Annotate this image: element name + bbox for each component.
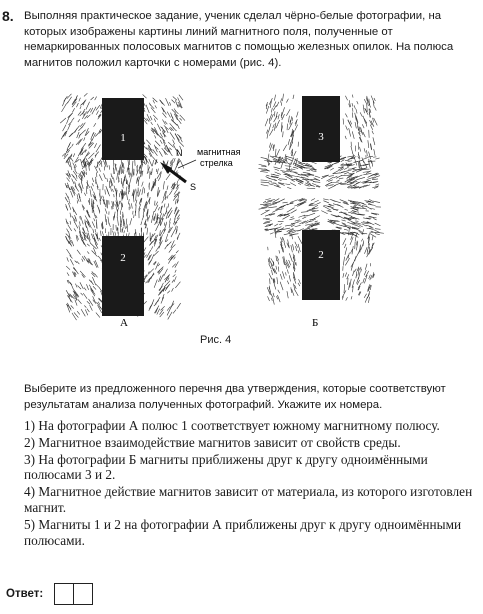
intro-text: Выполняя практическое задание, ученик сделал чёрно-белые фотографии, на которых изображены картины линий магнитного поля, полученные от немаркированных полосовых магнитов с помощью железных опилок. На полюса магнитов положил карточки с номерами (рис. 4).	[24, 10, 454, 69]
option-4: 4) Магнитное действие магнитов зависит от материала, из которого изготовлен магнит.	[24, 484, 473, 515]
label-a: А	[120, 317, 128, 329]
figure-caption: Рис. 4	[200, 334, 232, 346]
label-b: Б	[312, 317, 319, 329]
pole-n: N	[176, 148, 183, 158]
magnet-a1	[102, 98, 144, 160]
task-text: Выберите из предложенного перечня два утверждения, которые соответствуют результатам анализа полученных фотографий. Укажите их номера.	[24, 383, 446, 411]
pole-s: S	[190, 182, 197, 192]
question-number: 8.	[2, 8, 14, 24]
magnet-b2-label: 2	[318, 249, 324, 261]
compass-label-1: магнитная	[197, 147, 241, 157]
figure-4	[0, 88, 483, 368]
option-3: 3) На фотографии Б магниты приближены друг к другу одноимёнными полюсами 3 и 2.	[24, 451, 428, 483]
magnet-a1-label: 1	[120, 132, 126, 144]
option-2: 2) Магнитное взаимодействие магнитов зависит от свойств среды.	[24, 434, 401, 450]
answer-box-2[interactable]	[73, 583, 93, 605]
options-list	[24, 418, 476, 549]
option-1: 1) На фотографии А полюс 1 соответствует южному магнитному полюсу.	[24, 418, 440, 433]
compass-label-2: стрелка	[200, 158, 233, 168]
answer-box-1[interactable]	[54, 583, 74, 605]
magnet-b2	[302, 230, 340, 300]
magnet-b3	[302, 96, 340, 162]
magnet-a2-label: 2	[120, 252, 126, 264]
magnet-b3-label: 3	[318, 131, 324, 143]
answer-label: Ответ:	[6, 588, 44, 600]
compass-needle	[170, 170, 186, 182]
magnet-a2	[102, 236, 144, 316]
option-5: 5) Магниты 1 и 2 на фотографии А приближены друг к другу одноимёнными полюсами.	[24, 516, 462, 548]
